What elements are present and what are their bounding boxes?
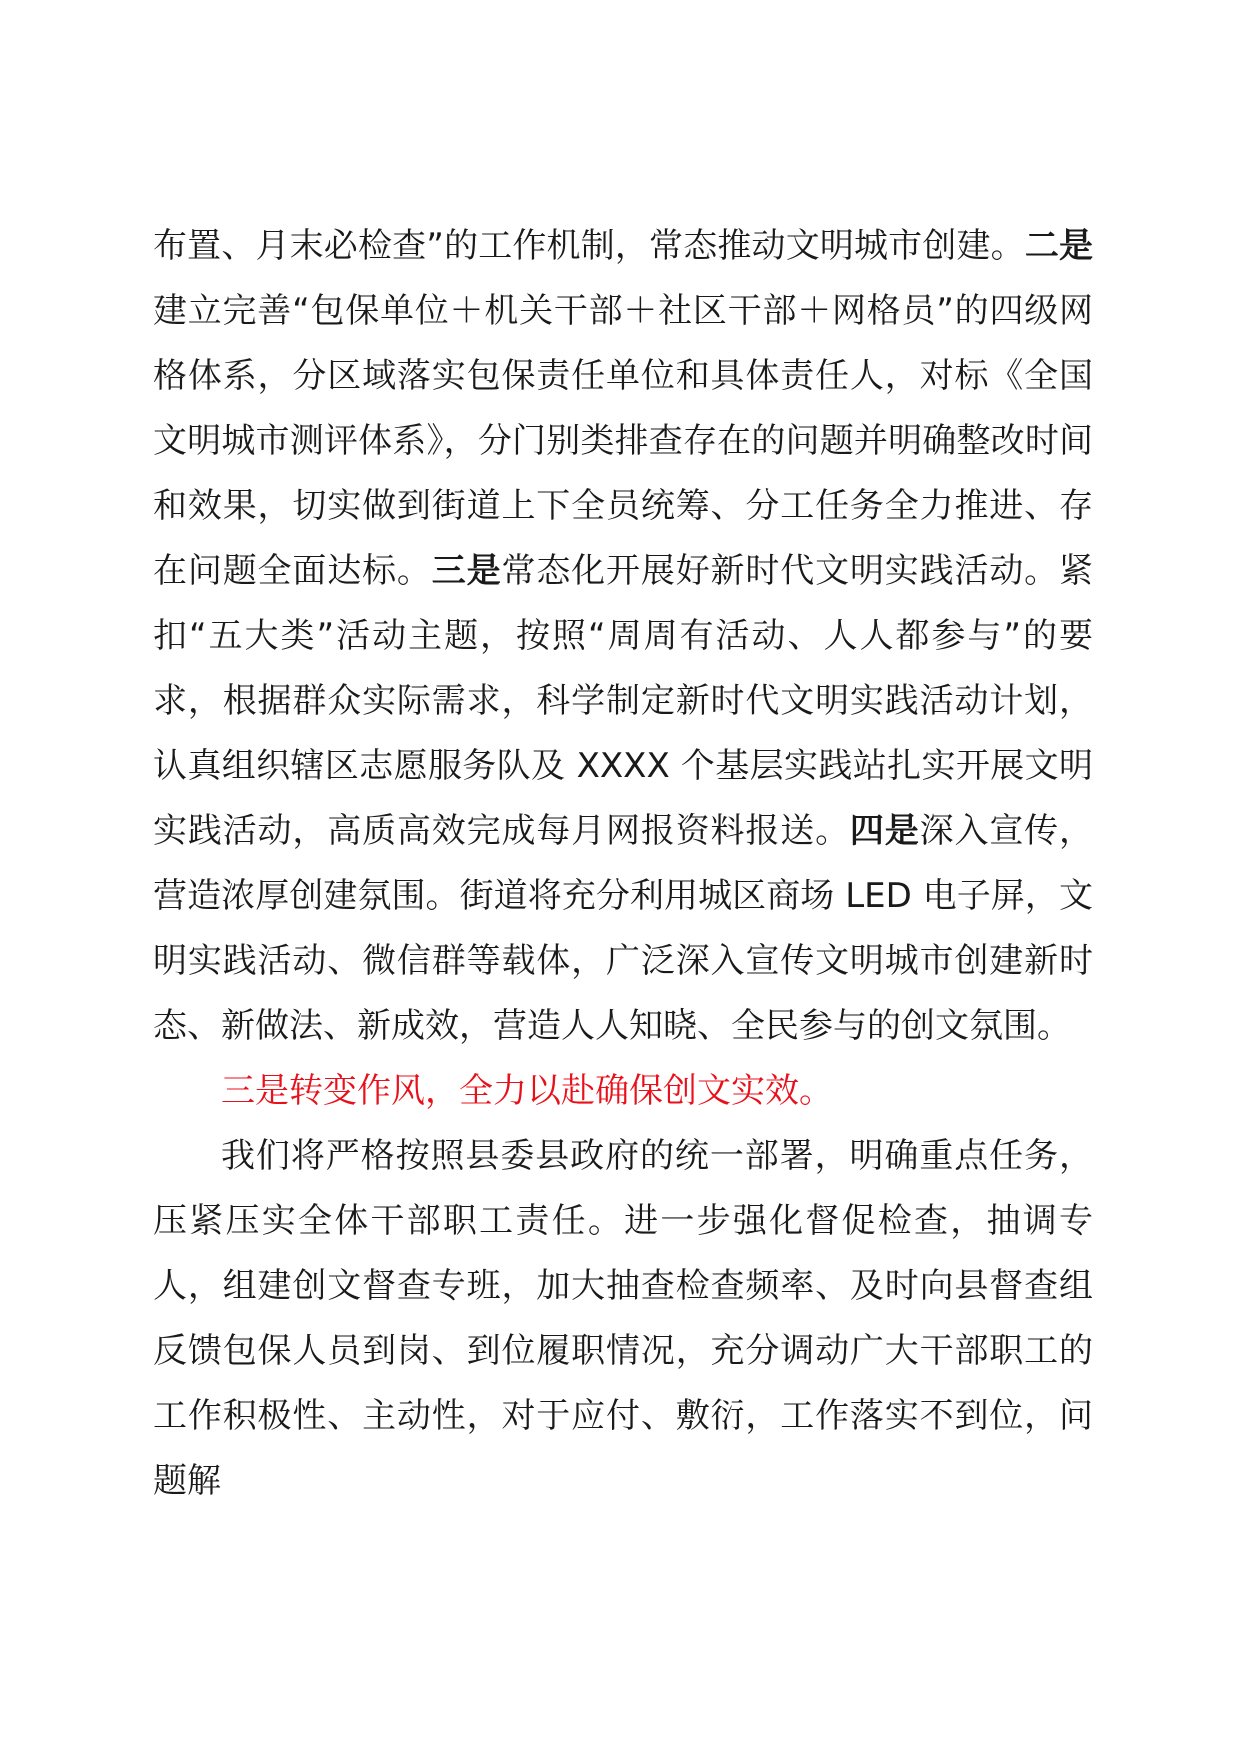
text-segment: 深入宣传，营造浓厚创建氛围。街道将充分利用城区商场 LED 电子屏，文明实践活动、微信群等载体，广泛深入宣传文明城市创建新时态、新做法、新成效，营造人人知晓、全民参与的创文氛围。: [153, 811, 1094, 1046]
bold-marker-four: 四是: [849, 811, 920, 851]
document-body: [153, 214, 1093, 1514]
bold-marker-three: 三是: [431, 551, 502, 591]
text-segment: 建立完善“包保单位＋机关干部＋社区干部＋网格员”的四级网格体系，分区域落实包保责任单位和具体责任人，对标《全国文明城市测评体系》，分门别类排查存在的问题并明确整改时间和效果，切实做到街道上下全员统筹、分工任务全力推进、存在问题全面达标。: [153, 291, 1093, 591]
bold-marker-two: 二是: [1024, 226, 1093, 266]
section-heading: 三是转变作风，全力以赴确保创文实效。: [221, 1071, 833, 1111]
text-segment: 常态化开展好新时代文明实践活动。紧扣“五大类”活动主题，按照“周周有活动、人人都参与”的要求，根据群众实际需求，科学制定新时代文明实践活动计划，认真组织辖区志愿服务队及 XXXX 个基层实践站扎实开展文明实践活动，高质高效完成每月网报资料报送。: [153, 551, 1094, 851]
text-segment: 布置、月末必检查”的工作机制，常态推动文明城市创建。: [153, 226, 1025, 266]
paragraph-measures: [153, 214, 1093, 1059]
paragraph-work-style: 我们将严格按照县委县政府的统一部署，明确重点任务，压紧压实全体干部职工责任。进一步强化督促检查，抽调专人，组建创文督查专班，加大抽查检查频率、及时向县督查组反馈包保人员到岗、到位履职情况，充分调动广大干部职工的工作积极性、主动性，对于应付、敷衍，工作落实不到位，问题解: [153, 1136, 1093, 1501]
